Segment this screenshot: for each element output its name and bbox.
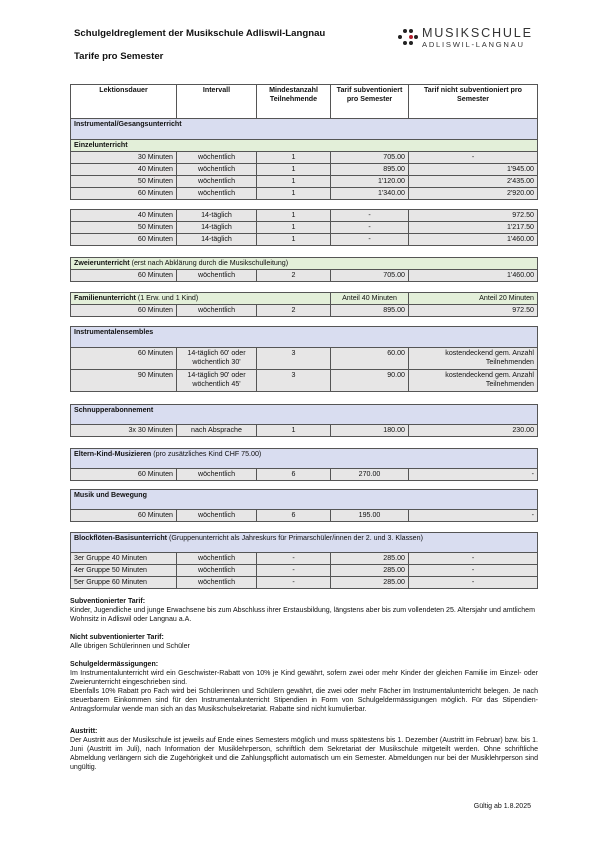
document-title: Schulgeldreglement der Musikschule Adliswil-Langnau — [74, 28, 326, 39]
table-row — [71, 510, 538, 522]
cell-min-participants: 1 — [257, 210, 331, 222]
table-row — [71, 152, 538, 164]
document-subtitle: Tarife pro Semester — [74, 51, 164, 62]
cell-subsidized: 285.00 — [331, 577, 409, 589]
cell-interval: wöchentlich — [177, 270, 257, 282]
cell-unsubsidized: 972.50 — [409, 210, 538, 222]
note-discounts — [70, 660, 538, 714]
cell-unsubsidized: 1'460.00 — [409, 270, 538, 282]
cell-min-participants: 2 — [257, 270, 331, 282]
cell-unsubsidized: kostendeckend gem. Anzahl Teilnehmenden — [409, 348, 538, 370]
note-unsubsidized — [70, 633, 538, 651]
tariff-table-ensemble — [70, 326, 538, 392]
cell-interval: nach Absprache — [177, 425, 257, 437]
logo-line1: MUSIKSCHULE — [422, 26, 533, 40]
cell-duration: 60 Minuten — [71, 348, 177, 370]
tariff-table-musik — [70, 489, 538, 522]
cell-subsidized: - — [331, 210, 409, 222]
cell-interval: wöchentlich — [177, 176, 257, 188]
cell-min-participants: 6 — [257, 469, 331, 481]
table-row — [71, 222, 538, 234]
tariff-table-schnupper — [70, 404, 538, 437]
cell-min-participants: - — [257, 577, 331, 589]
musikschule-logo — [398, 26, 538, 52]
cell-unsubsidized: - — [409, 510, 538, 522]
cell-duration: 50 Minuten — [71, 222, 177, 234]
table-row — [71, 577, 538, 589]
tariff-table-main — [70, 84, 538, 200]
note-discounts-text1: Im Instrumentalunterricht wird ein Geschwister-Rabatt von 10% je Kind gewährt, sofern zwei oder mehr Kinder der gleichen Familie im Einzel- oder Zweierunterricht eingeschrieben sind. — [70, 670, 538, 687]
table-row — [71, 370, 538, 392]
note-unsubsidized-text: Alle übrigen Schülerinnen und Schüler — [70, 643, 190, 651]
cell-duration: 60 Minuten — [71, 469, 177, 481]
note-subsidized — [70, 597, 538, 624]
cell-min-participants: - — [257, 553, 331, 565]
cell-duration: 90 Minuten — [71, 370, 177, 392]
table-row — [71, 565, 538, 577]
section-einzel: Einzelunterricht — [71, 140, 538, 152]
cell-subsidized: - — [331, 222, 409, 234]
section-musik: Musik und Bewegung — [71, 490, 538, 510]
table-row — [71, 348, 538, 370]
cell-duration: 40 Minuten — [71, 210, 177, 222]
cell-min-participants: 1 — [257, 152, 331, 164]
cell-min-participants: 1 — [257, 188, 331, 200]
cell-duration: 60 Minuten — [71, 305, 177, 317]
table-row — [71, 234, 538, 246]
table-row — [71, 305, 538, 317]
cell-subsidized: - — [331, 234, 409, 246]
cell-interval: 14-täglich — [177, 210, 257, 222]
table-row — [71, 425, 538, 437]
table-row — [71, 188, 538, 200]
tariff-table-familie — [70, 292, 538, 317]
cell-subsidized: 195.00 — [331, 510, 409, 522]
cell-subsidized: 285.00 — [331, 565, 409, 577]
cell-interval: 14-täglich 90' oder wöchentlich 45' — [177, 370, 257, 392]
cell-min-participants: 3 — [257, 348, 331, 370]
cell-subsidized: 180.00 — [331, 425, 409, 437]
cell-min-participants: 2 — [257, 305, 331, 317]
note-unsubsidized-heading: Nicht subventionierter Tarif: — [70, 634, 164, 641]
cell-unsubsidized: - — [409, 469, 538, 481]
cell-duration: 60 Minuten — [71, 188, 177, 200]
note-discounts-heading: Schulgeldermässigungen: — [70, 661, 159, 668]
table-row — [71, 553, 538, 565]
cell-duration: 3x 30 Minuten — [71, 425, 177, 437]
cell-subsidized: 895.00 — [331, 305, 409, 317]
cell-min-participants: 1 — [257, 425, 331, 437]
cell-duration: 60 Minuten — [71, 510, 177, 522]
cell-min-participants: - — [257, 565, 331, 577]
cell-subsidized: 705.00 — [331, 270, 409, 282]
col-header-subsidized: Tarif subventioniert pro Semester — [331, 85, 409, 119]
note-subsidized-heading: Subventionierter Tarif: — [70, 598, 146, 605]
col-header-duration: Lektionsdauer — [71, 85, 177, 119]
valid-from: Gültig ab 1.8.2025 — [473, 803, 531, 810]
cell-min-participants: 6 — [257, 510, 331, 522]
note-subsidized-text: Kinder, Jugendliche und junge Erwachsene bis zum Abschluss ihrer Erstausbildung, längstens aber bis zum vollendeten 25. Altersjahr und amtlichem Wohnsitz in Adliswil oder Langnau a.A. — [70, 607, 535, 624]
cell-unsubsidized: 2'920.00 — [409, 188, 538, 200]
cell-unsubsidized: 1'460.00 — [409, 234, 538, 246]
cell-subsidized: 90.00 — [331, 370, 409, 392]
cell-interval: wöchentlich — [177, 305, 257, 317]
cell-interval: wöchentlich — [177, 469, 257, 481]
table-row — [71, 176, 538, 188]
cell-unsubsidized: - — [409, 553, 538, 565]
section-instrumental: Instrumental/Gesangsunterricht — [71, 119, 538, 140]
cell-interval: 14-täglich — [177, 222, 257, 234]
cell-unsubsidized: - — [409, 565, 538, 577]
cell-interval: wöchentlich — [177, 565, 257, 577]
tariff-table-biweekly — [70, 209, 538, 246]
cell-duration: 5er Gruppe 60 Minuten — [71, 577, 177, 589]
cell-unsubsidized: - — [409, 152, 538, 164]
cell-min-participants: 3 — [257, 370, 331, 392]
cell-subsidized: 705.00 — [331, 152, 409, 164]
cell-duration: 40 Minuten — [71, 164, 177, 176]
col-header-min-participants: Mindestanzahl Teilnehmende — [257, 85, 331, 119]
cell-subsidized: 1'120.00 — [331, 176, 409, 188]
cell-subsidized: 285.00 — [331, 553, 409, 565]
cell-duration: 60 Minuten — [71, 234, 177, 246]
cell-interval: wöchentlich — [177, 553, 257, 565]
cell-unsubsidized: 972.50 — [409, 305, 538, 317]
tariff-table-block — [70, 532, 538, 589]
note-exit-text: Der Austritt aus der Musikschule ist jeweils auf Ende eines Semesters möglich und muss spätestens bis 1. Dezember (Austritt im Februar) bzw. bis 1. Juni (Austritt im Juli), nach Information der Musiklehrperson, schriftlich dem Sekretariat der Musikschule mitgeteilt werden. Ohne schriftliche Abmeldung verlängern sich die Zugehörigkeit und die Zahlungspflicht automatisch um ein Semester. Abmeldungen nur bei der Musiklehrperson sind ungültig. — [70, 737, 538, 772]
cell-subsidized: 270.00 — [331, 469, 409, 481]
cell-interval: wöchentlich — [177, 510, 257, 522]
logo-dots-icon — [398, 28, 420, 50]
cell-interval: wöchentlich — [177, 164, 257, 176]
tariff-table-eltern — [70, 448, 538, 481]
cell-interval: wöchentlich — [177, 188, 257, 200]
cell-unsubsidized: 1'945.00 — [409, 164, 538, 176]
section-ensemble: Instrumentalensembles — [71, 327, 538, 348]
cell-unsubsidized: 230.00 — [409, 425, 538, 437]
table-row — [71, 210, 538, 222]
note-exit-heading: Austritt: — [70, 728, 98, 735]
cell-unsubsidized: kostendeckend gem. Anzahl Teilnehmenden — [409, 370, 538, 392]
cell-duration: 30 Minuten — [71, 152, 177, 164]
cell-duration: 4er Gruppe 50 Minuten — [71, 565, 177, 577]
cell-duration: 50 Minuten — [71, 176, 177, 188]
cell-subsidized: 1'340.00 — [331, 188, 409, 200]
cell-unsubsidized: - — [409, 577, 538, 589]
section-eltern: Eltern-Kind-Musizieren (pro zusätzliches Kind CHF 75.00) — [71, 449, 538, 469]
section-schnupper: Schnupperabonnement — [71, 405, 538, 425]
note-exit — [70, 727, 538, 772]
section-block: Blockflöten-Basisunterricht (Gruppenunterricht als Jahreskurs für Primarschüler/innen der 2. und 3. Klassen) — [71, 533, 538, 553]
table-row — [71, 270, 538, 282]
cell-duration: 3er Gruppe 40 Minuten — [71, 553, 177, 565]
table-row — [71, 469, 538, 481]
section-zweier: Zweierunterricht (erst nach Abklärung durch die Musikschulleitung) — [71, 258, 538, 270]
cell-duration: 60 Minuten — [71, 270, 177, 282]
section-familie: Familienunterricht (1 Erw. und 1 Kind) — [71, 293, 331, 305]
cell-min-participants: 1 — [257, 234, 331, 246]
cell-min-participants: 1 — [257, 164, 331, 176]
cell-interval: 14-täglich — [177, 234, 257, 246]
familie-share-20: Anteil 20 Minuten — [409, 293, 538, 305]
cell-interval: wöchentlich — [177, 152, 257, 164]
col-header-unsubsidized: Tarif nicht subventioniert pro Semester — [409, 85, 538, 119]
col-header-interval: Intervall — [177, 85, 257, 119]
table-row — [71, 164, 538, 176]
familie-share-40: Anteil 40 Minuten — [331, 293, 409, 305]
cell-min-participants: 1 — [257, 176, 331, 188]
cell-unsubsidized: 1'217.50 — [409, 222, 538, 234]
cell-unsubsidized: 2'435.00 — [409, 176, 538, 188]
cell-interval: 14-täglich 60' oder wöchentlich 30' — [177, 348, 257, 370]
cell-subsidized: 60.00 — [331, 348, 409, 370]
cell-subsidized: 895.00 — [331, 164, 409, 176]
logo-line2: ADLISWIL-LANGNAU — [422, 39, 525, 49]
cell-interval: wöchentlich — [177, 577, 257, 589]
tariff-table-zweier — [70, 257, 538, 282]
cell-min-participants: 1 — [257, 222, 331, 234]
note-discounts-text2: Ebenfalls 10% Rabatt pro Fach wird bei Schülerinnen und Schülern gewährt, die zwei oder mehr Fächer im Instrumentalunterricht belegen. Je nach steuerbarem Einkommen sind für den Instrumentalunterricht Stipendien in Form von Schulgeldermässigungen möglich. Für das Stipendien-Antragsformular wende man sich an das Musikschulsekretariat. Rabatte sind nicht kumulierbar. — [70, 688, 538, 714]
